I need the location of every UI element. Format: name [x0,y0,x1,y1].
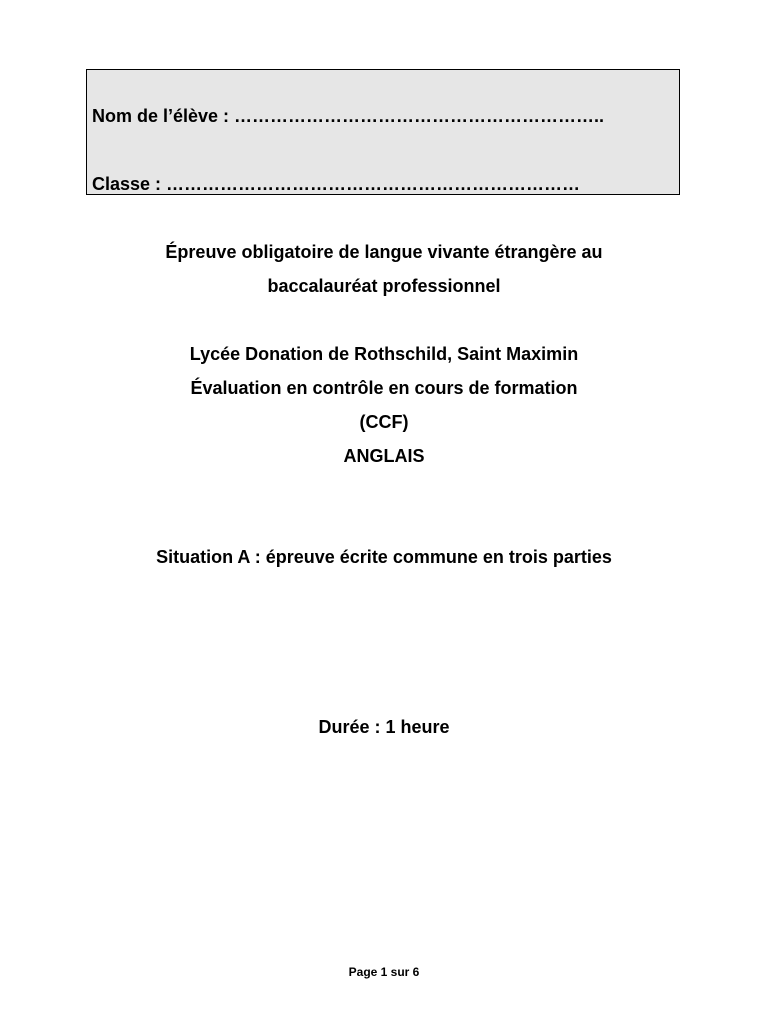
student-class-field: Classe : …………………………………………………………… [92,174,581,194]
situation-description: Situation A : épreuve écrite commune en trois parties [156,547,612,567]
student-name-field: Nom de l’élève : …………………………………………………….. [92,106,605,126]
evaluation-abbreviation: (CCF) [359,412,409,432]
exam-duration: Durée : 1 heure [318,717,450,737]
school-name: Lycée Donation de Rothschild, Saint Maximin [189,344,579,364]
student-info-box [86,69,680,195]
evaluation-type: Évaluation en contrôle en cours de formation [190,378,578,398]
subject-title: ANGLAIS [343,446,425,466]
exam-title-line1: Épreuve obligatoire de langue vivante étrangère au [165,242,603,262]
page-number: Page 1 sur 6 [348,965,420,979]
exam-title-line2: baccalauréat professionnel [267,276,501,296]
